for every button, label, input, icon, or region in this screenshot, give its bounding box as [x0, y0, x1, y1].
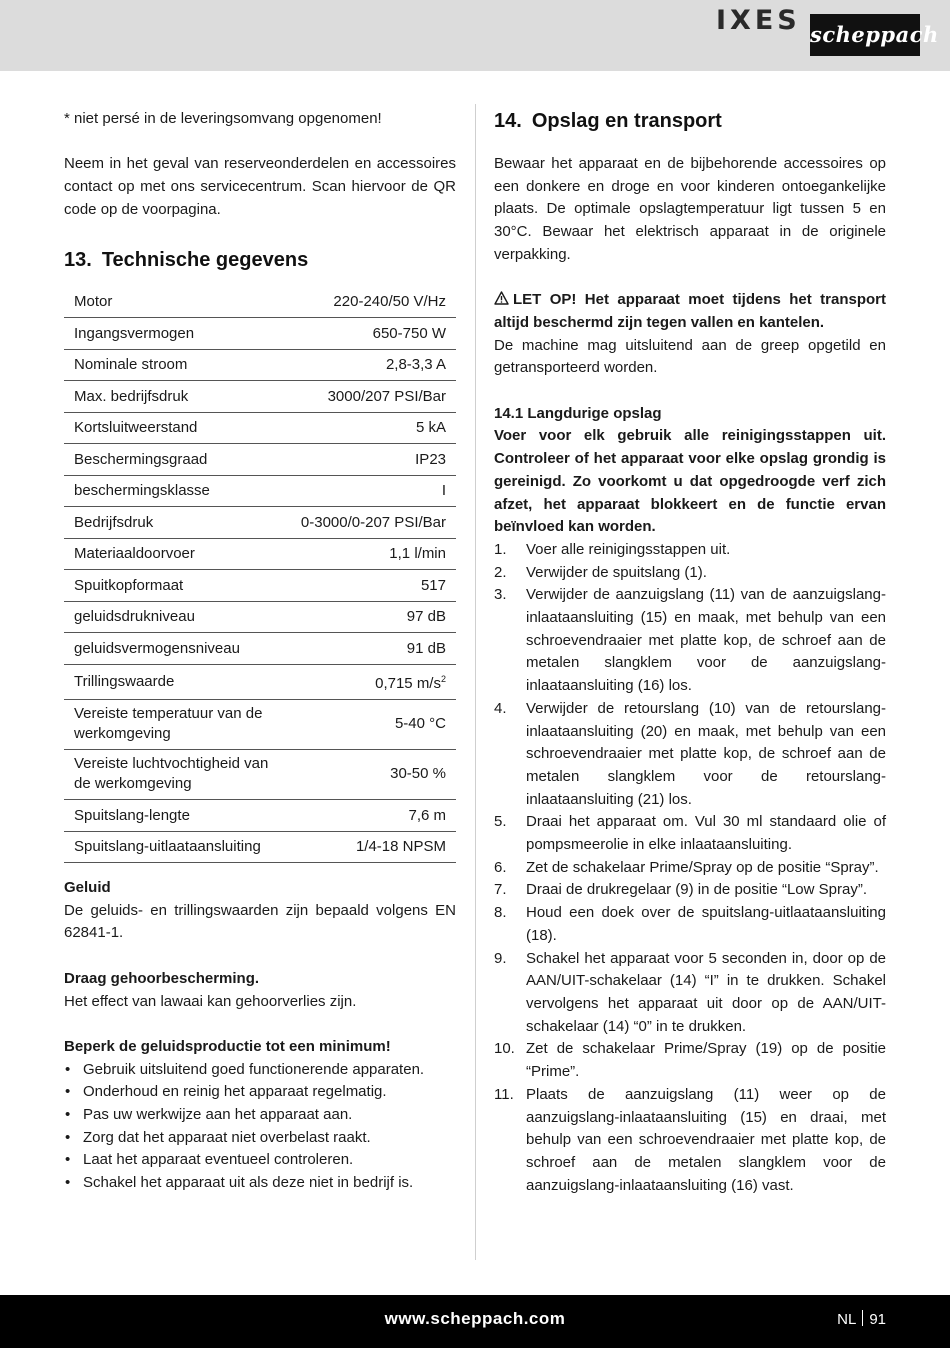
- spec-value-text: 97 dB: [406, 608, 446, 625]
- storage-paragraph: Bewaar het apparaat en de bijbehorende accessoires op een donkere en droge en voor kinderen ontoegankelijke plaats. De optimale opslagtemperatuur ligt tussen 5 en 30°C. Bewaar het elektrisch apparaat in de originele verpakking.: [494, 155, 886, 263]
- spec-value-text: 7,6 m: [408, 806, 446, 824]
- step-number: 4.: [494, 699, 507, 717]
- subsection-14-1-heading: 14.1 Langdurige opslag: [494, 404, 662, 422]
- footer-bar: [0, 1295, 950, 1348]
- step-number: 3.: [494, 586, 507, 604]
- header-bar: [0, 0, 950, 71]
- spec-row: [64, 831, 456, 863]
- list-item: • Zorg dat het apparaat niet overbelast raakt.: [64, 1127, 456, 1150]
- warning-triangle-icon: [494, 291, 509, 305]
- spec-value: [291, 831, 456, 863]
- step-text: Zet de schakelaar Prime/Spray op de positie “Spray”.: [526, 858, 879, 876]
- spec-label: Bedrijfsdruk: [64, 507, 291, 539]
- spec-row: [64, 318, 456, 350]
- spec-label: beschermingsklasse: [64, 475, 291, 507]
- spec-value: [291, 570, 456, 602]
- spec-row: [64, 750, 456, 800]
- list-item: [494, 1084, 886, 1198]
- spec-row: [64, 538, 456, 570]
- spec-label: Materiaaldoorvoer: [64, 538, 291, 570]
- step-text: Voer alle reinigingsstappen uit.: [526, 540, 731, 558]
- spec-value-text: 517: [420, 576, 446, 594]
- spec-value: [291, 538, 456, 570]
- spec-value: [291, 349, 456, 381]
- list-item: • Laat het apparaat eventueel controleren.: [64, 1149, 456, 1172]
- page-indicator: [837, 1309, 886, 1332]
- spec-row: [64, 700, 456, 750]
- spec-value-text: 3000/207 PSI/Bar: [327, 387, 446, 405]
- spec-label: Vereiste luchtvochtigheid van de werkomgeving: [64, 750, 291, 800]
- step-number: 2.: [494, 563, 507, 581]
- spare-parts-paragraph: Neem in het geval van reserveonderdelen en accessoires contact op met ons servicecentrum. Scan hiervoor de QR code op de voorpagina.: [64, 155, 456, 218]
- noise-heading: Geluid: [64, 879, 111, 896]
- spec-value: [291, 700, 456, 750]
- step-text: Houd een doek over de spuitslang-uitlaataansluiting (18).: [526, 904, 886, 944]
- page-separator: [862, 1310, 863, 1326]
- step-text: Plaats de aanzuigslang (11) weer op de aanzuigslang-inlaataansluiting (15) en draai, met behulp van een schroevendraaier met platte kop, de schroef aan de metalen slangklem voor de aanzuigslang-inlaataansluiting (16) vast.: [526, 1085, 886, 1194]
- spec-row: [64, 475, 456, 507]
- website-link[interactable]: www.scheppach.com: [384, 1309, 566, 1328]
- list-item: • Onderhoud en reinig het apparaat regelmatig.: [64, 1081, 456, 1104]
- spec-row: [64, 601, 456, 633]
- spec-value-text: 1,1 l/min: [389, 545, 446, 562]
- step-number: 1.: [494, 540, 507, 558]
- section-14-heading: [494, 108, 886, 134]
- limit-noise-heading: Beperk de geluidsproductie tot een minimum!: [64, 1037, 391, 1055]
- spec-value-text: 91 dB: [406, 639, 446, 657]
- section-13-heading: [64, 247, 456, 273]
- hearing-protection-heading: Draag gehoorbescherming.: [64, 969, 260, 987]
- spec-row: [64, 570, 456, 602]
- spec-row: [64, 381, 456, 413]
- language-code: NL: [837, 1311, 857, 1328]
- spec-label: Spuitslang-uitlaataansluiting: [64, 831, 291, 863]
- spec-row: [64, 412, 456, 444]
- column-divider: [475, 104, 476, 1260]
- spec-label: Kortsluitweerstand: [64, 412, 291, 444]
- step-number: 5.: [494, 813, 507, 831]
- spec-value-text: 1/4-18 NPSM: [355, 838, 446, 855]
- warning-bold-text: LET OP! Het apparaat moet tijdens het transport altijd beschermd zijn tegen vallen en kantelen.: [494, 291, 886, 331]
- step-text: Verwijder de retourslang (10) van de retourslang-inlaataansluiting (20) en maak, met behulp van een schroevendraaier met platte kop, de schroef aan de metalen slangklem voor de retourslang-inlaataansluiting (21) los.: [526, 699, 886, 808]
- step-text: Verwijder de spuitslang (1).: [526, 563, 707, 581]
- spec-value: [291, 318, 456, 350]
- limit-noise-list: [64, 1059, 456, 1195]
- step-number: 10.: [494, 1040, 515, 1058]
- list-item: [494, 948, 886, 1039]
- list-item: [494, 584, 886, 698]
- list-item: • Pas uw werkwijze aan het apparaat aan.: [64, 1104, 456, 1127]
- spec-value-text: 5-40 °C: [394, 714, 446, 732]
- spec-value: [291, 381, 456, 413]
- spec-label: Vereiste temperatuur van de werkomgeving: [64, 700, 291, 750]
- spec-value: [291, 601, 456, 633]
- spec-value-text: 2,8-3,3 A: [385, 356, 446, 373]
- step-number: 6.: [494, 858, 507, 876]
- spec-value: [291, 444, 456, 476]
- page-number: 91: [869, 1311, 886, 1328]
- spec-value-text: IP23: [415, 450, 446, 468]
- long-storage-bold-paragraph: Voer voor elk gebruik alle reinigingsstappen uit. Controleer of het apparaat voor elke opslag grondig is gereinigd. Zo voorkomt u dat opgedroogde verf zich afzet, het apparaat blokkeert en de functie ervan beïnvloed kan worden.: [494, 427, 886, 536]
- transport-warning: [494, 289, 886, 334]
- spec-label: Motor: [64, 287, 291, 318]
- spec-value-superscript: 2: [440, 674, 446, 684]
- ixes-logo: IXES: [716, 5, 801, 36]
- list-item: [494, 902, 886, 947]
- list-item: [494, 1038, 886, 1083]
- list-item: • Gebruik uitsluitend goed functionerende apparaten.: [64, 1059, 456, 1082]
- spec-value: [291, 750, 456, 800]
- warning-paragraph: De machine mag uitsluitend aan de greep opgetild en getransporteerd worden.: [494, 336, 886, 377]
- spec-label: Beschermingsgraad: [64, 444, 291, 476]
- list-item: [494, 857, 886, 880]
- spec-row: [64, 287, 456, 318]
- right-column: [494, 108, 886, 1197]
- list-item: [494, 698, 886, 812]
- spec-value: [291, 475, 456, 507]
- spec-value-text: 5 kA: [415, 419, 446, 436]
- spec-label: geluidsvermogensniveau: [64, 633, 291, 665]
- spec-label: Spuitkopformaat: [64, 570, 291, 602]
- spec-value-text: 30-50 %: [390, 764, 446, 782]
- spec-label: geluidsdrukniveau: [64, 601, 291, 633]
- spec-value-text: 0,715 m/s: [375, 675, 441, 692]
- spec-value-text: 650-750 W: [372, 324, 446, 342]
- spec-value: [291, 412, 456, 444]
- section-14-title: Opslag en transport: [531, 110, 722, 132]
- list-item: [494, 562, 886, 585]
- step-number: 11.: [494, 1085, 514, 1103]
- spec-value-text: 0-3000/0-207 PSI/Bar: [300, 513, 446, 531]
- section-14-number: 14.: [494, 110, 522, 132]
- list-item: [494, 539, 886, 562]
- spec-value: [291, 800, 456, 832]
- step-text: Draai de drukregelaar (9) in de positie “Low Spray”.: [526, 881, 867, 899]
- spec-row: [64, 800, 456, 832]
- section-13-number: 13.: [64, 248, 92, 271]
- spec-label: Max. bedrijfsdruk: [64, 381, 291, 413]
- spec-row: [64, 664, 456, 700]
- spec-value-text: 220-240/50 V/Hz: [333, 293, 446, 310]
- storage-steps-list: [494, 539, 886, 1197]
- delivery-note: * niet persé in de leveringsomvang opgenomen!: [64, 110, 382, 127]
- spec-label: Nominale stroom: [64, 349, 291, 381]
- spec-label: Ingangsvermogen: [64, 318, 291, 350]
- step-number: 8.: [494, 904, 507, 922]
- step-number: 7.: [494, 881, 507, 899]
- spec-value: [291, 287, 456, 318]
- step-text: Schakel het apparaat voor 5 seconden in, door op de AAN/UIT-schakelaar (14) “I” in te drukken. Schakel vervolgens het apparaat uit door op de AAN/UIT-schakelaar (14) “0” in te drukken.: [526, 949, 886, 1035]
- spec-label: Spuitslang-lengte: [64, 800, 291, 832]
- spec-row: [64, 633, 456, 665]
- step-text: Verwijder de aanzuigslang (11) van de aanzuigslang-inlaataansluiting (15) en maak, met behulp van een schroevendraaier met platte kop, de schroef aan de metalen slangklem voor de aanzuigslang-inlaataansluiting (16) los.: [526, 586, 886, 695]
- section-13-title: Technische gegevens: [101, 248, 309, 271]
- spec-row: [64, 507, 456, 539]
- spec-value: [291, 633, 456, 665]
- noise-paragraph: De geluids- en trillingswaarden zijn bepaald volgens EN 62841-1.: [64, 901, 456, 942]
- left-column: [64, 108, 456, 1195]
- spec-label: Trillingswaarde: [64, 664, 291, 700]
- list-item: [494, 811, 886, 856]
- list-item: • Schakel het apparaat uit als deze niet in bedrijf is.: [64, 1172, 456, 1195]
- step-number: 9.: [494, 949, 507, 967]
- step-text: Zet de schakelaar Prime/Spray (19) op de positie “Prime”.: [526, 1040, 886, 1081]
- scheppach-logo: scheppach: [810, 14, 920, 56]
- technical-data-table: [64, 287, 456, 864]
- spec-value-text: I: [441, 482, 446, 499]
- spec-value: [291, 507, 456, 539]
- spec-row: [64, 349, 456, 381]
- step-text: Draai het apparaat om. Vul 30 ml standaard olie of pompsmeerolie in elke inlaataansluiting.: [526, 813, 886, 854]
- spec-value: [291, 664, 456, 700]
- spec-row: [64, 444, 456, 476]
- list-item: [494, 879, 886, 902]
- hearing-protection-paragraph: Het effect van lawaai kan gehoorverlies zijn.: [64, 992, 357, 1010]
